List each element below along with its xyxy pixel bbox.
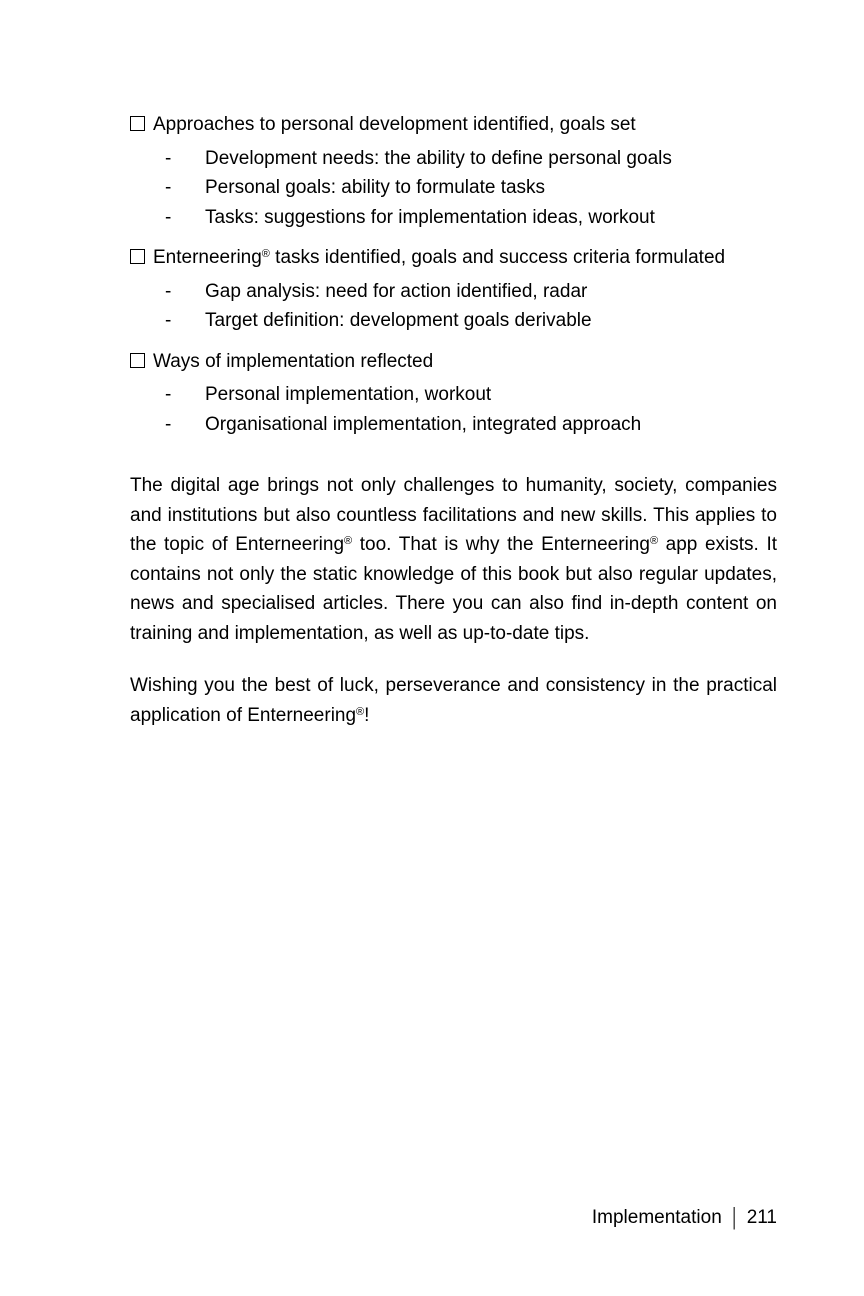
sub-item-list	[130, 380, 777, 439]
list-item	[130, 277, 777, 307]
dash-bullet: -	[165, 280, 172, 302]
sub-item-text: Personal implementation, workout	[205, 384, 492, 405]
dash-bullet: -	[165, 413, 172, 435]
checkbox-icon	[130, 116, 145, 131]
list-item	[130, 380, 777, 410]
checklist-group-approaches	[130, 110, 777, 232]
checklist-item	[130, 347, 777, 377]
body-paragraph-digital-age: The digital age brings not only challenges to humanity, society, companies and institutions but also countless facilitations and new skills. This applies to the topic of Enterneering® too. That is why the Enterneering® app exists. It contains not only the static knowledge of this book but also regular updates, news and specialised articles. There you can also find in-depth content on training and implementation, as well as up-to-date tips.	[130, 475, 777, 644]
dash-bullet: -	[165, 310, 172, 331]
sub-item-text: Tasks: suggestions for implementation ideas, workout	[205, 206, 655, 228]
list-item	[130, 306, 777, 336]
sub-item-text: Development needs: the ability to define personal goals	[205, 147, 672, 169]
checklist-item-label: Enterneering® tasks identified, goals and success criteria formulated	[153, 247, 726, 268]
dash-bullet: -	[165, 206, 172, 228]
footer-page-number: 211	[746, 1207, 777, 1228]
checklist-group-enterneering-tasks	[130, 243, 777, 336]
dash-bullet: -	[165, 384, 172, 405]
sub-item-list	[130, 144, 777, 233]
page-footer	[592, 1203, 777, 1233]
sub-item-text: Personal goals: ability to formulate tasks	[205, 177, 546, 198]
list-item	[130, 173, 777, 203]
body-paragraph-wishing: Wishing you the best of luck, perseverance and consistency in the practical application of Enterneering®!	[130, 675, 777, 726]
list-item	[130, 410, 777, 440]
checklist-item	[130, 110, 777, 140]
checkbox-icon	[130, 249, 145, 264]
checkbox-icon	[130, 353, 145, 368]
dash-bullet: -	[165, 177, 172, 198]
sub-item-text: Target definition: development goals derivable	[205, 310, 592, 331]
sub-item-text: Organisational implementation, integrated approach	[205, 413, 642, 435]
footer-section-title: Implementation	[591, 1207, 722, 1228]
sub-item-text: Gap analysis: need for action identified, radar	[205, 280, 588, 302]
page-content	[130, 110, 777, 730]
checklist-item-label: Approaches to personal development identified, goals set	[153, 114, 636, 135]
footer-divider: |	[731, 1204, 737, 1231]
checklist-item	[130, 243, 777, 273]
dash-bullet: -	[165, 147, 172, 169]
list-item	[130, 144, 777, 174]
list-item	[130, 203, 777, 233]
checklist-group-ways-of-implementation	[130, 347, 777, 440]
sub-item-list	[130, 277, 777, 336]
checklist-item-label: Ways of implementation reflected	[153, 350, 434, 372]
